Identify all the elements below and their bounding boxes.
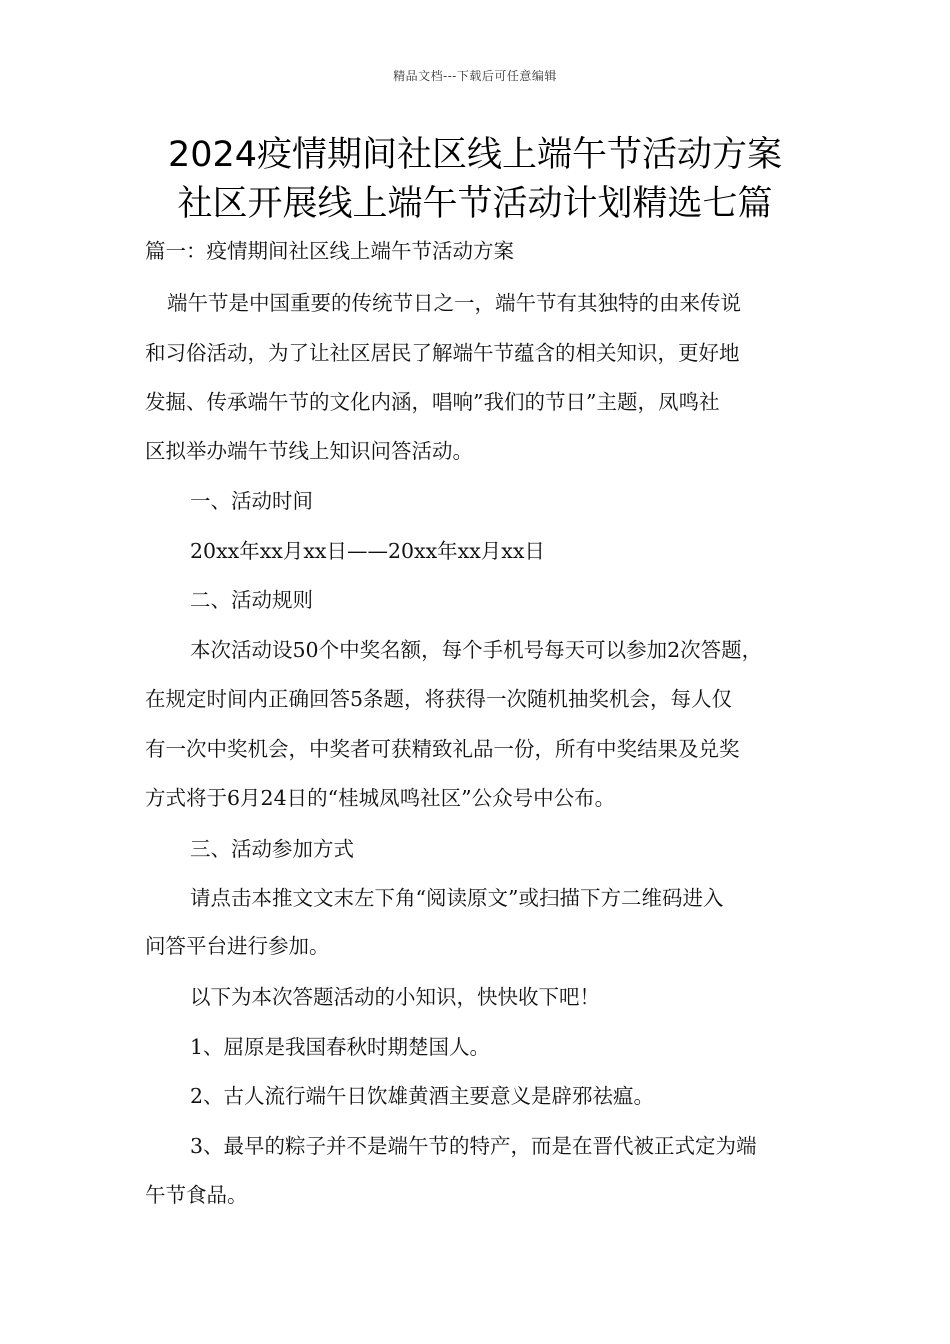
list-item: 3、最早的粽子并不是端午节的特产，而是在晋代被正式定为端 bbox=[190, 1134, 757, 1158]
document-title-line-1: 2024疫情期间社区线上端午节活动方案 bbox=[167, 135, 783, 175]
activity-date-range: 20xx年xx月xx日——20xx年xx月xx日 bbox=[190, 539, 545, 563]
paragraph-line: 方式将于6月24日的“桂城凤鸣社区”公众号中公布。 bbox=[145, 786, 616, 810]
paragraph-line: 在规定时间内正确回答5条题，将获得一次随机抽奖机会，每人仅 bbox=[145, 687, 733, 711]
paragraph-line: 本次活动设50个中奖名额，每个手机号每天可以参加2次答题， bbox=[190, 638, 763, 662]
paragraph-line: 请点击本推文文末左下角“阅读原文”或扫描下方二维码进入 bbox=[190, 886, 724, 910]
paragraph-line: 发掘、传承端午节的文化内涵，唱响”我们的节日”主题，凤鸣社 bbox=[145, 390, 720, 414]
subheading-participation: 三、活动参加方式 bbox=[190, 837, 354, 861]
paragraph-line: 以下为本次答题活动的小知识，快快收下吧！ bbox=[190, 985, 600, 1009]
paragraph-line: 问答平台进行参加。 bbox=[145, 934, 330, 958]
paragraph-line: 端午节是中国重要的传统节日之一，端午节有其独特的由来传说 bbox=[167, 291, 741, 315]
list-item-continuation: 午节食品。 bbox=[145, 1183, 248, 1207]
list-item: 2、古人流行端午日饮雄黄酒主要意义是辟邪祛瘟。 bbox=[190, 1084, 655, 1108]
subheading-activity-rules: 二、活动规则 bbox=[190, 588, 313, 612]
header-note: 精品文档---下载后可任意编辑 bbox=[393, 69, 557, 83]
section-heading: 篇一：疫情期间社区线上端午节活动方案 bbox=[145, 239, 514, 263]
paragraph-line: 和习俗活动，为了让社区居民了解端午节蕴含的相关知识，更好地 bbox=[145, 341, 740, 365]
document-title-line-2: 社区开展线上端午节活动计划精选七篇 bbox=[177, 184, 773, 224]
paragraph-line: 有一次中奖机会，中奖者可获精致礼品一份，所有中奖结果及兑奖 bbox=[145, 737, 740, 761]
subheading-activity-time: 一、活动时间 bbox=[190, 489, 313, 513]
list-item: 1、屈原是我国春秋时期楚国人。 bbox=[190, 1035, 491, 1059]
paragraph-line: 区拟举办端午节线上知识问答活动。 bbox=[145, 439, 473, 463]
